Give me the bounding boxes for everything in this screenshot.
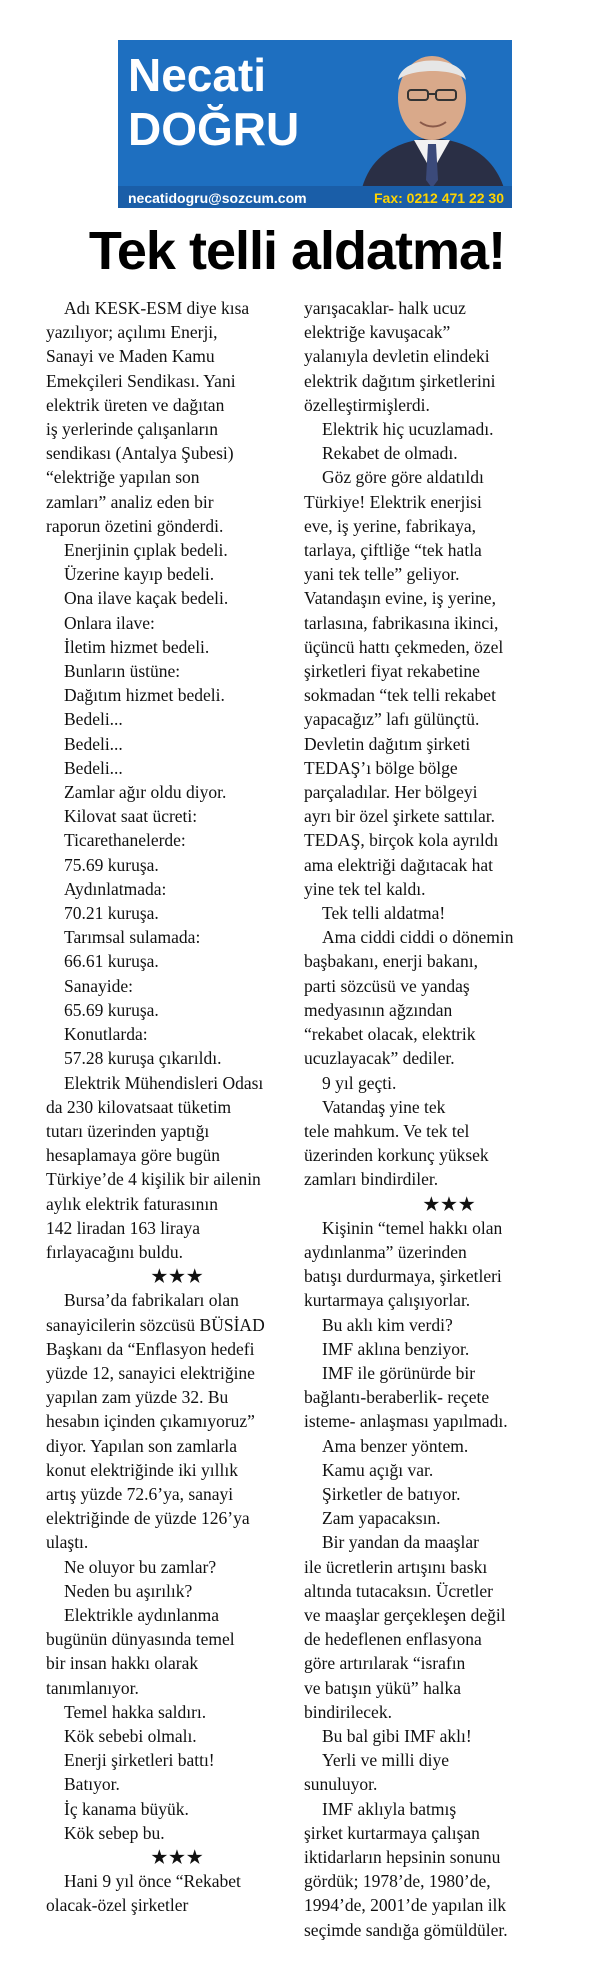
article-text-line: zamları” analiz eden bir — [46, 491, 214, 512]
article-text-line: isteme- anlaşması yapılmadı. — [304, 1411, 508, 1432]
article-text-line: Tarımsal sulamada: — [64, 927, 201, 948]
article-text-line: Ama benzer yöntem. — [322, 1435, 469, 1456]
article-text-line: IMF aklına benziyor. — [322, 1338, 470, 1359]
article-text-line: şirket kurtarmaya çalışan — [304, 1822, 480, 1843]
article-text-line: yani tek telle” geliyor. — [304, 564, 460, 585]
article-text-line: ucuzlayacak” dediler. — [304, 1048, 455, 1069]
article-text-line: sunuluyor. — [304, 1774, 378, 1795]
article-text-line: Bu bal gibi IMF aklı! — [322, 1725, 472, 1746]
article-text-line: Ama ciddi ciddi o dönemin — [322, 927, 514, 948]
article-text-line: göre artırılarak “israfın — [304, 1653, 466, 1674]
article-text-line: aylık elektrik faturasının — [46, 1193, 219, 1214]
article-text-line: yarışacaklar- halk ucuz — [304, 298, 466, 318]
article-text-line: İç kanama büyük. — [64, 1798, 189, 1819]
article-text-line: 75.69 kuruşa. — [64, 854, 159, 875]
article-text-line: Hani 9 yıl önce “Rekabet — [64, 1871, 241, 1892]
article-text-line: Bunların üstüne: — [64, 661, 181, 682]
article-text-line: şirketleri fiyat rekabetine — [304, 661, 480, 682]
article-text-line: İletim hizmet bedeli. — [64, 636, 210, 657]
article-text-line: Adı KESK-ESM diye kısa — [64, 298, 250, 318]
article-text-line: raporun özetini gönderdi. — [46, 515, 224, 536]
article-text-line: Kişinin “temel hakkı olan — [322, 1217, 503, 1238]
article-column-right — [304, 296, 580, 1942]
article-text-line: iktidarların hepsinin sonunu — [304, 1847, 501, 1867]
columnist-email[interactable]: necatidogru@sozcum.com — [128, 190, 307, 206]
article-text-line: tele mahkum. Ve tek tel — [304, 1120, 470, 1141]
article-text-line: ama elektriği dağıtacak hat — [304, 854, 494, 875]
article-text-line: de hedeflenen enflasyona — [304, 1629, 482, 1650]
article-text-line: IMF aklıyla batmış — [322, 1798, 457, 1819]
article-text-line: hesabın içinden çıkamıyoruz” — [46, 1411, 255, 1432]
article-text-line: Bedeli... — [64, 733, 123, 754]
article-text-line: artış yüzde 72.6’ya, sanayi — [46, 1483, 234, 1504]
article-text-line: Şirketler de batıyor. — [322, 1483, 461, 1504]
article-text-line: Üzerine kayıp bedeli. — [64, 564, 215, 585]
columnist-name — [128, 48, 299, 156]
columnist-first-name: Necati — [128, 49, 267, 101]
article-text-line: medyasının ağzından — [304, 999, 453, 1020]
article-text-line: üzerinden korkunç yüksek — [304, 1145, 489, 1166]
article-text-line: parçaladılar. Her bölgeyi — [304, 782, 478, 803]
article-text-line: Kök sebep bu. — [64, 1822, 165, 1843]
article-text-line: üçüncü hattı çekmeden, özel — [304, 636, 504, 657]
article-text-line: da 230 kilovatsaat tüketim — [46, 1096, 232, 1117]
article-text-line: 1994’de, 2001’de yapılan ilk — [304, 1895, 507, 1916]
article-text-line: Emekçileri Sendikası. Yani — [46, 370, 236, 391]
article-text-line: diyor. Yapılan son zamlarla — [46, 1435, 238, 1456]
article-text-line: olacak-özel şirketler — [46, 1895, 189, 1916]
article-headline: Tek telli aldatma! — [88, 221, 506, 281]
article-text-line: yazılıyor; açılımı Enerji, — [46, 322, 218, 343]
article-text-line: fırlayacağını buldu. — [46, 1241, 184, 1262]
article-text-line: 142 liradan 163 liraya — [46, 1217, 201, 1238]
article-text-line: bağlantı-beraberlik- reçete — [304, 1387, 490, 1408]
article-text-line: Aydınlatmada: — [64, 878, 167, 899]
article-text-line: konut elektriğinde iki yıllık — [46, 1459, 238, 1480]
article-text-line: ve batışın yükü” halka — [304, 1677, 461, 1698]
article-text-line: bugünün dünyasında temel — [46, 1629, 235, 1650]
article-text-line: elektrik dağıtım şirketlerini — [304, 370, 496, 391]
article-text-line: batışı durdurmaya, şirketleri — [304, 1266, 502, 1287]
article-text-line: Ona ilave kaçak bedeli. — [64, 588, 229, 609]
article-text-line: tarlaya, çiftliğe “tek hatla — [304, 540, 482, 561]
article-text-line: ve maaşlar gerçekleşen değil — [304, 1604, 506, 1625]
banner-contact-bar — [118, 186, 512, 208]
article-text-line: Batıyor. — [64, 1774, 120, 1795]
article-text-line: 70.21 kuruşa. — [64, 903, 159, 924]
article-text-line: Enerjinin çıplak bedeli. — [64, 540, 228, 561]
article-text-line: sokmadan “tek telli rekabet — [304, 685, 496, 706]
article-text-line: Elektrik hiç ucuzlamadı. — [322, 419, 494, 440]
article-text-line: Bedeli... — [64, 709, 123, 730]
article-text-line: Neden bu aşırılık? — [64, 1580, 193, 1601]
article-text-line: gördük; 1978’de, 1980’de, — [304, 1871, 491, 1892]
article-text-line: Kök sebebi olmalı. — [64, 1725, 197, 1746]
article-text-line: Başkanı da “Enflasyon hedefi — [46, 1338, 255, 1359]
article-text-line: Bir yandan da maaşlar — [322, 1532, 479, 1553]
article-text-line: bindirilecek. — [304, 1701, 392, 1722]
article-text-line: “elektriğe yapılan son — [46, 467, 200, 488]
article-text-line: yüzde 12, sanayici elektriğine — [46, 1362, 255, 1383]
article-text-line: Rekabet de olmadı. — [322, 443, 458, 464]
article-text-line: tanımlanıyor. — [46, 1677, 139, 1698]
article-text-line: Elektrikle aydınlanma — [64, 1604, 220, 1625]
section-separator: ★★★ — [151, 1847, 205, 1867]
article-text-line: Vatandaş yine tek — [322, 1096, 446, 1117]
article-text-line: Sanayi ve Maden Kamu — [46, 346, 215, 367]
columnist-portrait-image — [352, 40, 512, 188]
article-text-line: elektriğinde de yüzde 126’ya — [46, 1508, 250, 1529]
article-text-line: kurtarmaya çalışıyorlar. — [304, 1290, 471, 1311]
article-text-line: “rekabet olacak, elektrik — [304, 1024, 476, 1045]
article-text-line: yapılan zam yüzde 32. Bu — [46, 1387, 229, 1408]
columnist-fax: Fax: 0212 471 22 30 — [374, 190, 504, 206]
article-text-line: 66.61 kuruşa. — [64, 951, 159, 972]
article-text-line: iş yerlerinde çalışanların — [46, 419, 219, 440]
article-text-line: Kamu açığı var. — [322, 1459, 434, 1480]
article-text-line: Kilovat saat ücreti: — [64, 806, 198, 827]
article-text-line: Temel hakka saldırı. — [64, 1701, 207, 1722]
article-text-line: Onlara ilave: — [64, 612, 155, 633]
columnist-banner — [118, 40, 512, 208]
article-text-line: Türkiye’de 4 kişilik bir ailenin — [46, 1169, 261, 1190]
article-text-line: Zam yapacaksın. — [322, 1508, 441, 1529]
article-text-line: Ne oluyor bu zamlar? — [64, 1556, 217, 1577]
article-text-line: sendikası (Antalya Şubesi) — [46, 443, 234, 464]
article-text-line: yapacağız” lafı gülünçtü. — [304, 709, 480, 730]
article-text-line: Bursa’da fabrikaları olan — [64, 1290, 239, 1311]
article-text-line: Enerji şirketleri battı! — [64, 1750, 215, 1771]
article-text-line: ile ücretlerin artışını baskı — [304, 1556, 488, 1577]
article-text-line: 65.69 kuruşa. — [64, 999, 159, 1020]
article-text-line: ayrı bir özel şirkete sattılar. — [304, 806, 495, 827]
article-text-line: yine tek tel kaldı. — [304, 878, 426, 899]
article-text-line: hesaplamaya göre bugün — [46, 1145, 220, 1166]
article-text-line: Bedeli... — [64, 757, 123, 778]
article-column-left — [46, 296, 294, 1918]
article-text-line: zamları bindirdiler. — [304, 1169, 439, 1190]
article-text-line: Dağıtım hizmet bedeli. — [64, 685, 225, 706]
article-text-line: bir insan hakkı olarak — [46, 1653, 199, 1674]
article-text-line: Vatandaşın evine, iş yerine, — [304, 588, 496, 609]
article-text-line: TEDAŞ, birçok kola ayrıldı — [304, 830, 499, 851]
article-text-line: seçimde sandığa gömüldüler. — [304, 1919, 508, 1940]
article-text-line: Türkiye! Elektrik enerjisi — [304, 491, 482, 512]
article-text-line: Zamlar ağır oldu diyor. — [64, 782, 227, 803]
article-text-line: parti sözcüsü ve yandaş — [304, 975, 470, 996]
article-text-line: Konutlarda: — [64, 1024, 148, 1045]
article-text-line: Bu aklı kim verdi? — [322, 1314, 453, 1335]
article-text-line: altında tutacaksın. Ücretler — [304, 1580, 494, 1601]
article-text-line: Göz göre göre aldatıldı — [322, 467, 484, 488]
article-text-line: tutarı üzerinden yaptığı — [46, 1120, 210, 1141]
article-text-line: TEDAŞ’ı bölge bölge — [304, 757, 458, 778]
article-text-line: eve, iş yerine, fabrikaya, — [304, 515, 477, 536]
article-text-line: Elektrik Mühendisleri Odası — [64, 1072, 264, 1093]
article-text-line: Ticarethanelerde: — [64, 830, 186, 851]
article-text-line: IMF ile görünürde bir — [322, 1362, 476, 1383]
article-text-line: tarlasına, fabrikasına ikinci, — [304, 612, 499, 633]
article-text-line: ulaştı. — [46, 1532, 89, 1553]
article-text-line: elektrik üreten ve dağıtan — [46, 394, 225, 415]
article-text-line: Yerli ve milli diye — [322, 1750, 450, 1771]
columnist-last-name: DOĞRU — [128, 103, 300, 155]
article-text-line: özelleştirmişlerdi. — [304, 394, 430, 415]
article-text-line: Devletin dağıtım şirketi — [304, 733, 471, 754]
article-text-line: 57.28 kuruşa çıkarıldı. — [64, 1048, 222, 1069]
article-text-line: sanayicilerin sözcüsü BÜSİAD — [46, 1314, 265, 1335]
article-text-line: Tek telli aldatma! — [322, 903, 446, 924]
section-separator: ★★★ — [151, 1266, 205, 1287]
article-text-line: yalanıyla devletin elindeki — [304, 346, 490, 367]
article-text-line: aydınlanma” üzerinden — [304, 1241, 467, 1262]
article-text-line: 9 yıl geçti. — [322, 1072, 397, 1093]
article-text-line: elektriğe kavuşacak” — [304, 322, 451, 343]
article-text-line: Sanayide: — [64, 975, 134, 996]
section-separator: ★★★ — [423, 1193, 477, 1214]
article-text-line: başbakanı, enerji bakanı, — [304, 951, 478, 972]
